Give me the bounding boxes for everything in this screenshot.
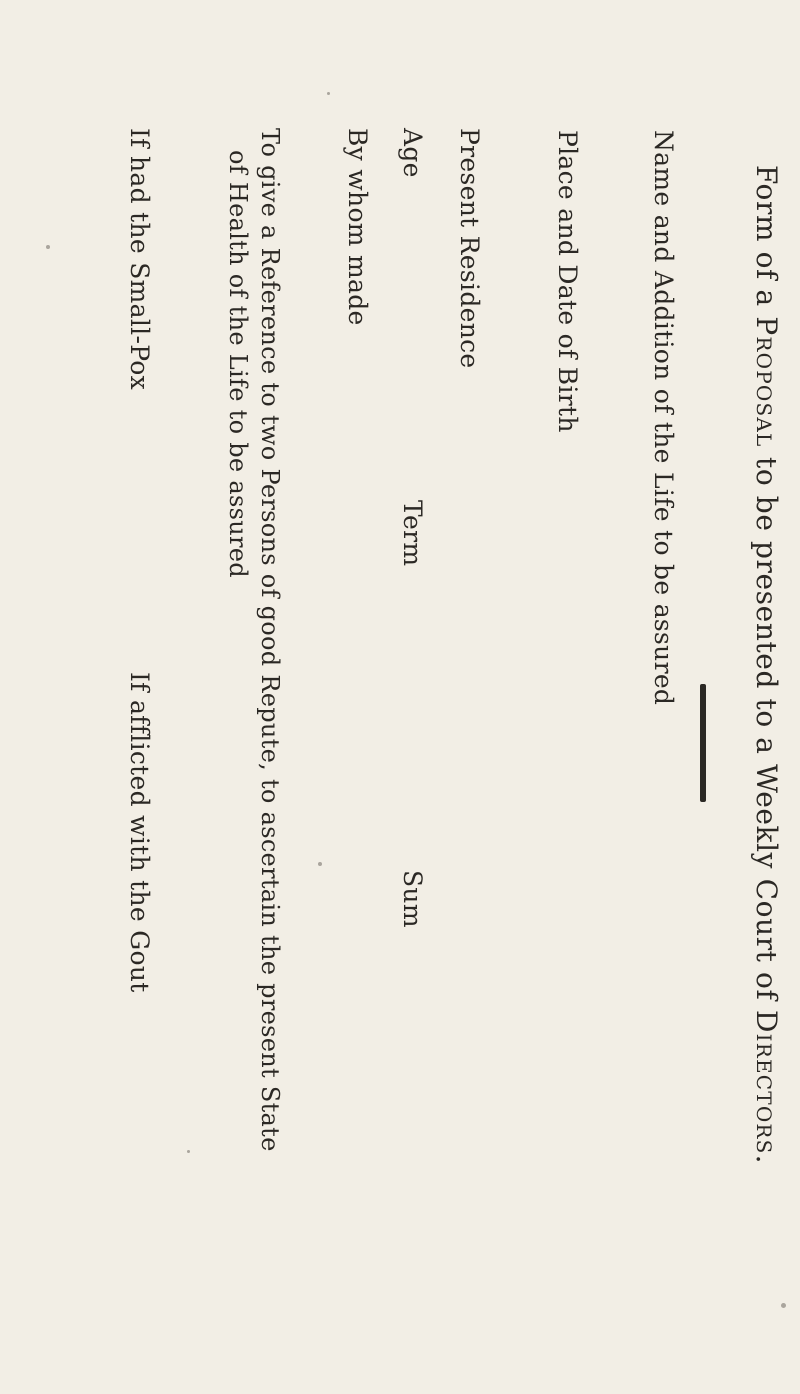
name-line: Name and Addition of the Life to be assured: [649, 130, 678, 706]
made-by-line: By whom made: [343, 128, 372, 326]
title-middle: to be presented to a Weekly Court of: [750, 447, 783, 1010]
residence-line: Present Residence: [455, 128, 484, 369]
birth-line: Place and Date of Birth: [553, 130, 582, 433]
paper-speck: [318, 862, 322, 866]
reference-line-1: To give a Reference to two Persons of good Repute, to ascertain the present State: [256, 128, 284, 1152]
title-start: Form of a: [750, 165, 783, 317]
paper-speck: [187, 1150, 190, 1153]
title-proposal: Proposal: [750, 316, 783, 448]
form-title: [750, 165, 783, 1165]
title-rule: [700, 684, 706, 802]
smallpox-line: If had the Small-Pox: [125, 128, 154, 391]
paper-speck: [327, 92, 330, 95]
term-label: Term: [398, 500, 427, 567]
paper-speck: [46, 245, 50, 249]
reference-line-2: of Health of the Life to be assured: [224, 150, 252, 578]
gout-line: If afflicted with the Gout: [125, 672, 154, 993]
sum-label: Sum: [398, 870, 427, 928]
paper-speck: [781, 1303, 786, 1308]
age-label: Age: [398, 128, 427, 178]
title-directors: Directors.: [750, 1009, 783, 1165]
